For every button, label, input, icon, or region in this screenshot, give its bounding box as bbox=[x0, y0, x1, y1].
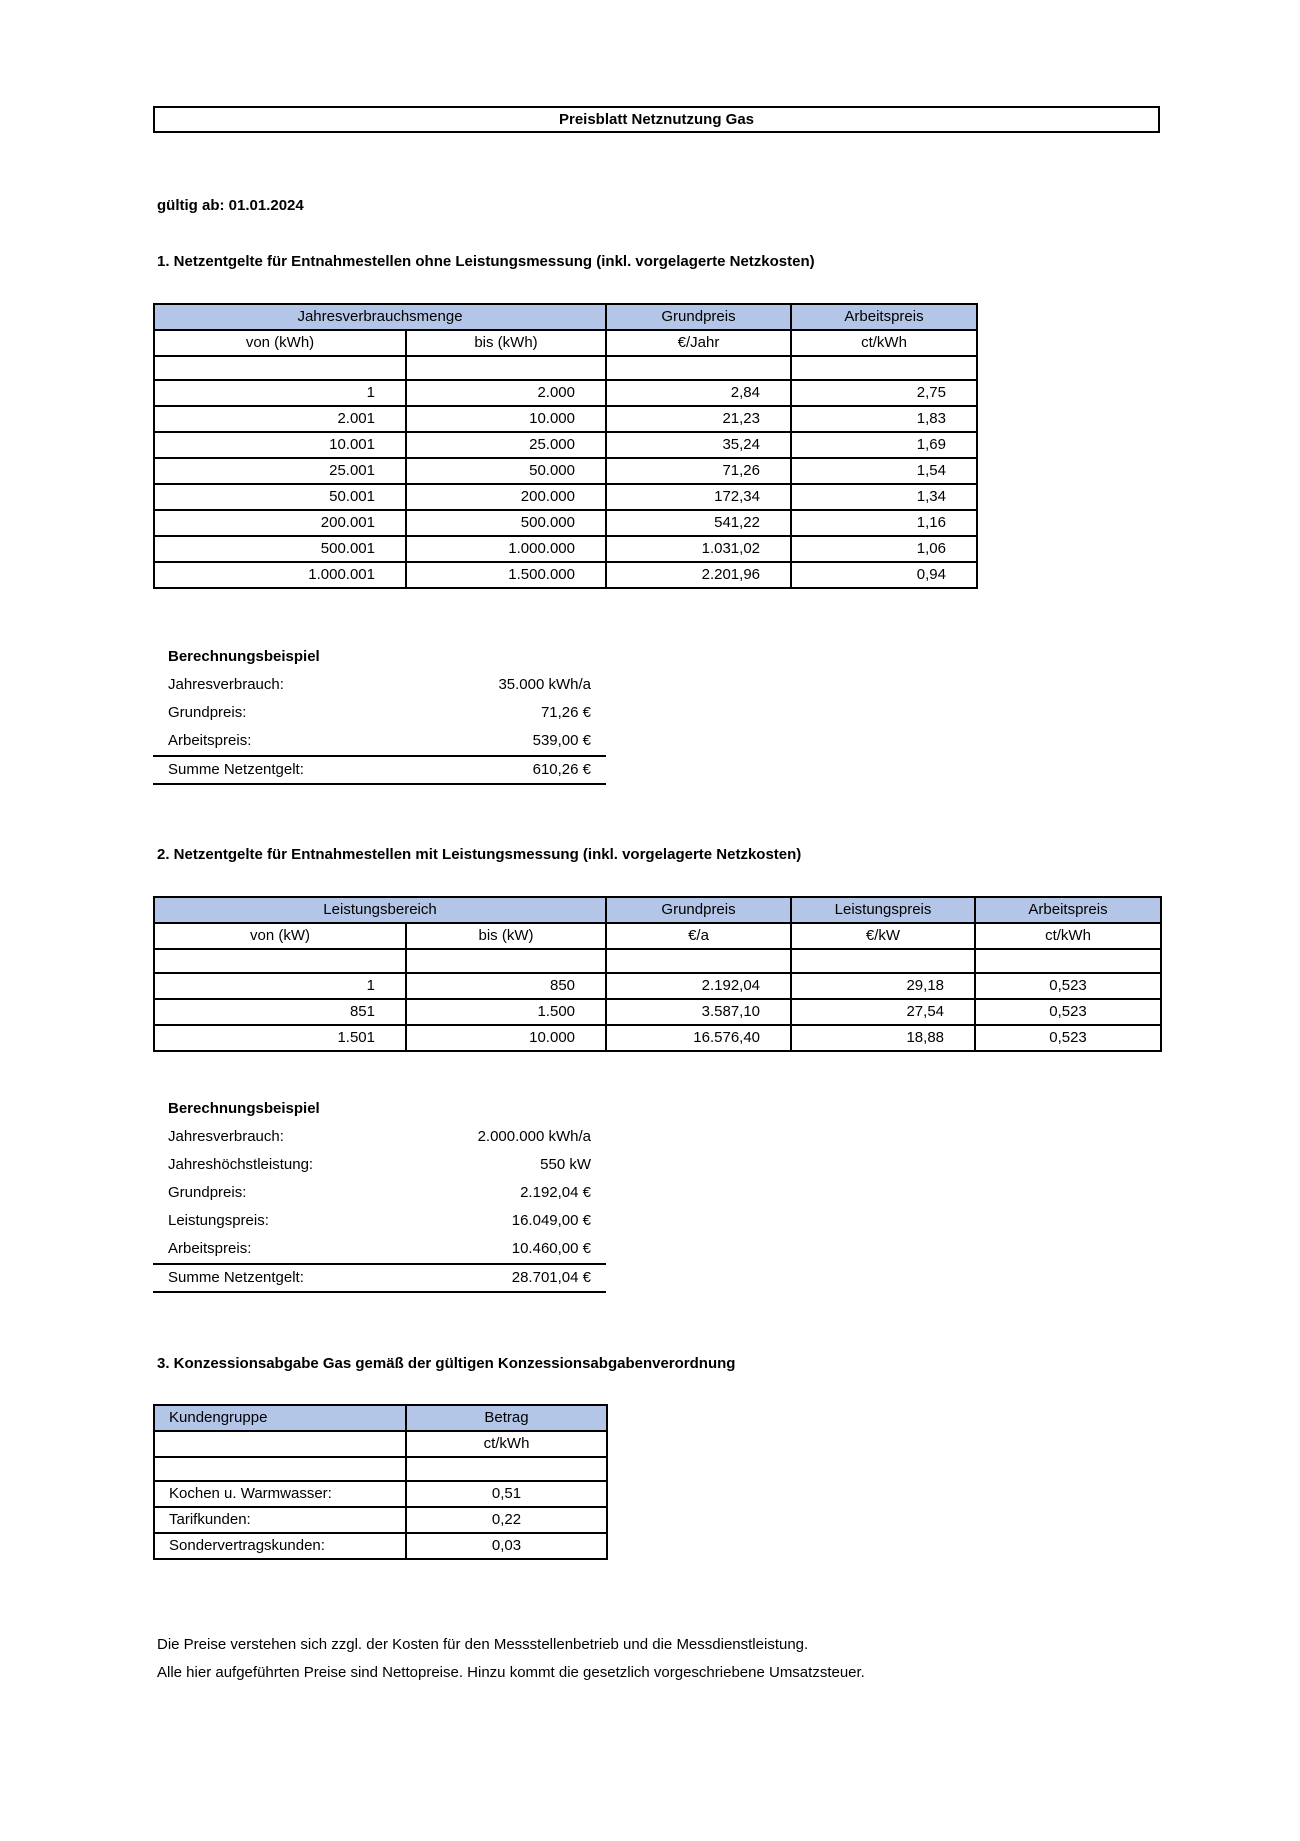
example-label: Arbeitspreis: bbox=[168, 732, 252, 749]
footnote: Die Preise verstehen sich zzgl. der Kosten für den Messstellenbetrieb und die Messdienstleistung. bbox=[157, 1636, 809, 1653]
unit-grundpreis: €/Jahr bbox=[606, 330, 791, 356]
cell-bis: 1.000.000 bbox=[406, 536, 606, 562]
cell-bis: 2.000 bbox=[406, 380, 606, 406]
cell-kundengruppe: Sondervertragskunden: bbox=[154, 1533, 406, 1559]
header-jahresverbrauchsmenge: Jahresverbrauchsmenge bbox=[154, 304, 606, 330]
section2-table bbox=[153, 896, 1162, 1052]
table-row bbox=[154, 406, 977, 432]
section1-example bbox=[153, 643, 606, 785]
unit-von: von (kWh) bbox=[154, 330, 406, 356]
example-line bbox=[153, 671, 606, 699]
unit-bis: bis (kW) bbox=[406, 923, 606, 949]
section1-table bbox=[153, 303, 978, 589]
cell-betrag: 0,22 bbox=[406, 1507, 607, 1533]
example-heading: Berechnungsbeispiel bbox=[168, 1100, 320, 1117]
table-row bbox=[154, 1507, 607, 1533]
section2-units-row bbox=[154, 923, 1161, 949]
cell-von: 1.501 bbox=[154, 1025, 406, 1051]
table-row bbox=[154, 380, 977, 406]
cell-grundpreis: 71,26 bbox=[606, 458, 791, 484]
header-arbeitspreis: Arbeitspreis bbox=[975, 897, 1161, 923]
section1-spacer-row bbox=[154, 356, 977, 380]
example-label: Grundpreis: bbox=[168, 1184, 247, 1201]
page-title: Preisblatt Netznutzung Gas bbox=[153, 106, 1160, 133]
cell-von: 200.001 bbox=[154, 510, 406, 536]
cell-von: 500.001 bbox=[154, 536, 406, 562]
cell-arbeitspreis: 1,83 bbox=[791, 406, 977, 432]
example-sum-label: Summe Netzentgelt: bbox=[168, 761, 304, 778]
cell-arbeitspreis: 1,06 bbox=[791, 536, 977, 562]
example-sum bbox=[153, 755, 606, 785]
cell-grundpreis: 541,22 bbox=[606, 510, 791, 536]
example-value: 71,26 € bbox=[540, 704, 591, 721]
cell-grundpreis: 3.587,10 bbox=[606, 999, 791, 1025]
section2-header-row bbox=[154, 897, 1161, 923]
cell-von: 25.001 bbox=[154, 458, 406, 484]
table-row bbox=[154, 458, 977, 484]
unit-bis: bis (kWh) bbox=[406, 330, 606, 356]
cell-kundengruppe: Kochen u. Warmwasser: bbox=[154, 1481, 406, 1507]
example-value: 35.000 kWh/a bbox=[498, 676, 591, 693]
section3-units-row bbox=[154, 1431, 607, 1457]
cell-grundpreis: 16.576,40 bbox=[606, 1025, 791, 1051]
example-value: 550 kW bbox=[540, 1156, 591, 1173]
header-grundpreis: Grundpreis bbox=[606, 897, 791, 923]
example-sum-value: 610,26 € bbox=[532, 761, 591, 778]
example-sum bbox=[153, 1263, 606, 1293]
example-line bbox=[153, 699, 606, 727]
cell-arbeitspreis: 1,69 bbox=[791, 432, 977, 458]
cell-leistungspreis: 18,88 bbox=[791, 1025, 975, 1051]
cell-arbeitspreis: 0,523 bbox=[975, 999, 1161, 1025]
table-row bbox=[154, 562, 977, 588]
section2-spacer-row bbox=[154, 949, 1161, 973]
table-row bbox=[154, 999, 1161, 1025]
example-line bbox=[153, 1235, 606, 1263]
section3-table bbox=[153, 1404, 608, 1560]
example-sum-label: Summe Netzentgelt: bbox=[168, 1269, 304, 1286]
table-row bbox=[154, 536, 977, 562]
cell-betrag: 0,51 bbox=[406, 1481, 607, 1507]
cell-leistungspreis: 29,18 bbox=[791, 973, 975, 999]
table-row bbox=[154, 1533, 607, 1559]
example-label: Leistungspreis: bbox=[168, 1212, 269, 1229]
example-value: 2.192,04 € bbox=[520, 1184, 591, 1201]
cell-leistungspreis: 27,54 bbox=[791, 999, 975, 1025]
cell-von: 1 bbox=[154, 380, 406, 406]
unit-von: von (kW) bbox=[154, 923, 406, 949]
cell-betrag: 0,03 bbox=[406, 1533, 607, 1559]
cell-kundengruppe: Tarifkunden: bbox=[154, 1507, 406, 1533]
cell-grundpreis: 1.031,02 bbox=[606, 536, 791, 562]
cell-grundpreis: 21,23 bbox=[606, 406, 791, 432]
footnote: Alle hier aufgeführten Preise sind Nettopreise. Hinzu kommt die gesetzlich vorgeschriebene Umsatzsteuer. bbox=[157, 1664, 865, 1681]
example-value: 539,00 € bbox=[532, 732, 591, 749]
table-row bbox=[154, 510, 977, 536]
example-sum-value: 28.701,04 € bbox=[511, 1269, 591, 1286]
example-value: 10.460,00 € bbox=[511, 1240, 591, 1257]
header-leistungspreis: Leistungspreis bbox=[791, 897, 975, 923]
unit-grundpreis: €/a bbox=[606, 923, 791, 949]
cell-von: 851 bbox=[154, 999, 406, 1025]
valid-from: gültig ab: 01.01.2024 bbox=[157, 197, 304, 214]
cell-arbeitspreis: 0,523 bbox=[975, 973, 1161, 999]
unit-arbeitspreis: ct/kWh bbox=[791, 330, 977, 356]
example-label: Jahresverbrauch: bbox=[168, 676, 284, 693]
section3-header-row bbox=[154, 1405, 607, 1431]
cell-bis: 850 bbox=[406, 973, 606, 999]
table-row bbox=[154, 432, 977, 458]
cell-bis: 25.000 bbox=[406, 432, 606, 458]
cell-bis: 1.500 bbox=[406, 999, 606, 1025]
example-line bbox=[153, 1207, 606, 1235]
header-grundpreis: Grundpreis bbox=[606, 304, 791, 330]
table-row bbox=[154, 484, 977, 510]
example-label: Arbeitspreis: bbox=[168, 1240, 252, 1257]
cell-von: 10.001 bbox=[154, 432, 406, 458]
cell-arbeitspreis: 0,94 bbox=[791, 562, 977, 588]
table-row bbox=[154, 1025, 1161, 1051]
unit-arbeitspreis: ct/kWh bbox=[975, 923, 1161, 949]
cell-grundpreis: 2,84 bbox=[606, 380, 791, 406]
table-row bbox=[154, 973, 1161, 999]
section3-heading: 3. Konzessionsabgabe Gas gemäß der gültigen Konzessionsabgabenverordnung bbox=[157, 1355, 736, 1372]
section3-spacer-row bbox=[154, 1457, 607, 1481]
header-arbeitspreis: Arbeitspreis bbox=[791, 304, 977, 330]
cell-arbeitspreis: 1,16 bbox=[791, 510, 977, 536]
section1-header-row bbox=[154, 304, 977, 330]
section2-heading: 2. Netzentgelte für Entnahmestellen mit Leistungsmessung (inkl. vorgelagerte Netzkosten) bbox=[157, 846, 802, 863]
cell-von: 50.001 bbox=[154, 484, 406, 510]
cell-von: 2.001 bbox=[154, 406, 406, 432]
cell-grundpreis: 35,24 bbox=[606, 432, 791, 458]
unit-leistungspreis: €/kW bbox=[791, 923, 975, 949]
section1-heading: 1. Netzentgelte für Entnahmestellen ohne Leistungsmessung (inkl. vorgelagerte Netzkosten) bbox=[157, 253, 815, 270]
example-line bbox=[153, 727, 606, 755]
cell-von: 1.000.001 bbox=[154, 562, 406, 588]
cell-bis: 1.500.000 bbox=[406, 562, 606, 588]
example-line bbox=[153, 1179, 606, 1207]
header-kundengruppe: Kundengruppe bbox=[154, 1405, 406, 1431]
example-label: Grundpreis: bbox=[168, 704, 247, 721]
header-betrag: Betrag bbox=[406, 1405, 607, 1431]
cell-arbeitspreis: 2,75 bbox=[791, 380, 977, 406]
header-leistungsbereich: Leistungsbereich bbox=[154, 897, 606, 923]
example-heading: Berechnungsbeispiel bbox=[168, 648, 320, 665]
table-row bbox=[154, 1481, 607, 1507]
example-label: Jahreshöchstleistung: bbox=[168, 1156, 314, 1173]
example-value: 16.049,00 € bbox=[511, 1212, 591, 1229]
example-value: 2.000.000 kWh/a bbox=[477, 1128, 591, 1145]
cell-bis: 50.000 bbox=[406, 458, 606, 484]
cell-arbeitspreis: 1,54 bbox=[791, 458, 977, 484]
example-label: Jahresverbrauch: bbox=[168, 1128, 284, 1145]
section2-example bbox=[153, 1095, 606, 1293]
section1-units-row bbox=[154, 330, 977, 356]
cell-bis: 10.000 bbox=[406, 1025, 606, 1051]
cell-grundpreis: 172,34 bbox=[606, 484, 791, 510]
example-line bbox=[153, 1123, 606, 1151]
cell-grundpreis: 2.192,04 bbox=[606, 973, 791, 999]
cell-grundpreis: 2.201,96 bbox=[606, 562, 791, 588]
unit-betrag: ct/kWh bbox=[406, 1431, 607, 1457]
cell-von: 1 bbox=[154, 973, 406, 999]
example-line bbox=[153, 1151, 606, 1179]
cell-bis: 10.000 bbox=[406, 406, 606, 432]
unit-kundengruppe bbox=[154, 1431, 406, 1457]
cell-bis: 200.000 bbox=[406, 484, 606, 510]
cell-arbeitspreis: 1,34 bbox=[791, 484, 977, 510]
cell-arbeitspreis: 0,523 bbox=[975, 1025, 1161, 1051]
cell-bis: 500.000 bbox=[406, 510, 606, 536]
